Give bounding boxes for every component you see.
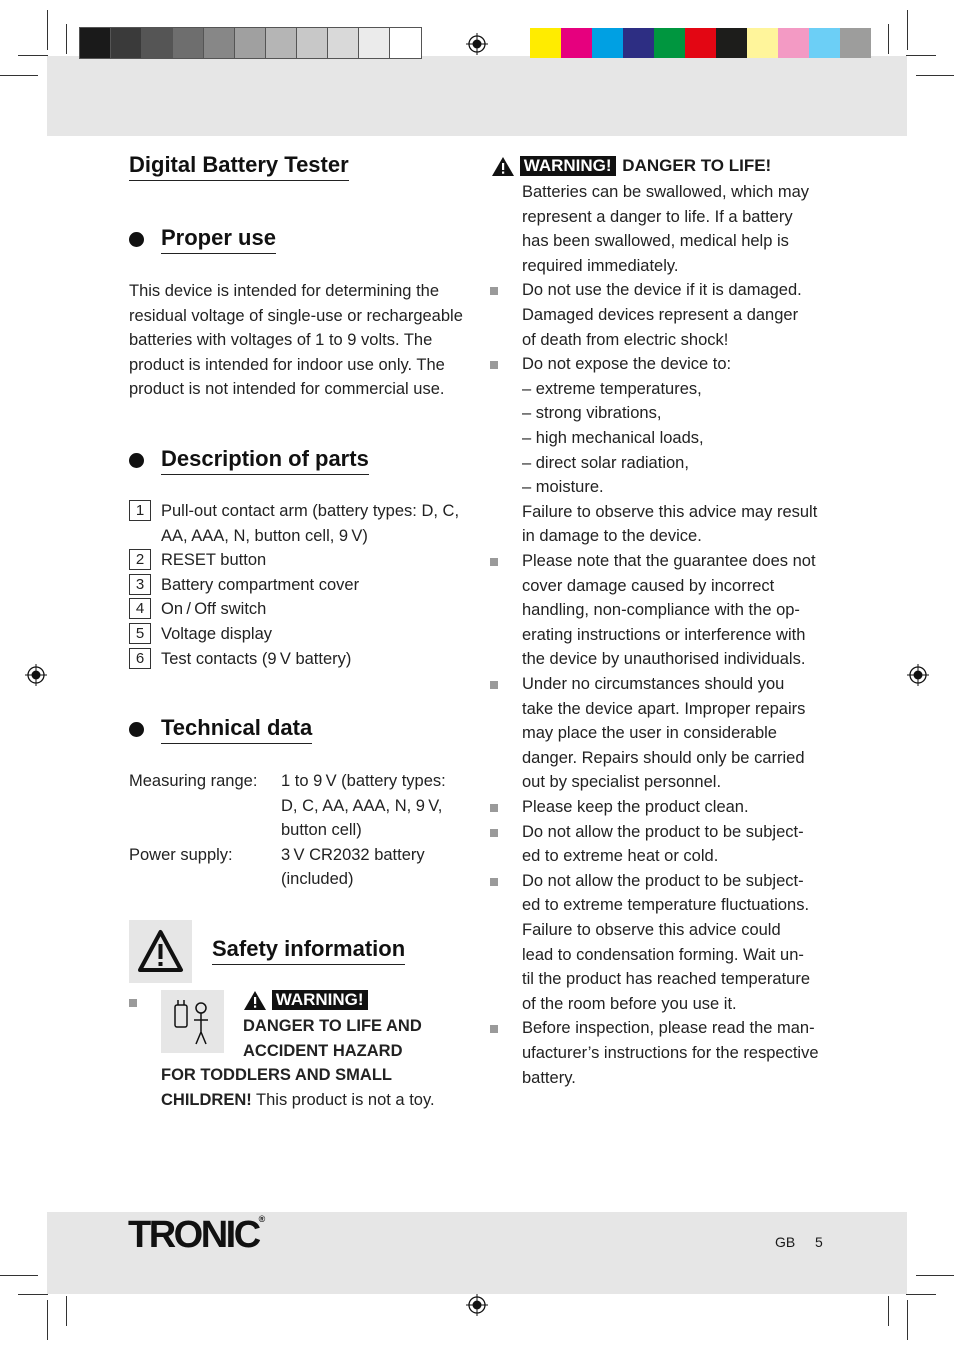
tech-heading: Technical data [161, 715, 312, 744]
bullet-text-line: til the product has reached temperature [522, 970, 811, 989]
safety-heading: Safety information [212, 936, 405, 965]
bullet-text-line: ed to extreme heat or cold. [522, 847, 719, 866]
bullet-text-line: handling, non-compliance with the op- [522, 601, 800, 620]
color-swatch [623, 28, 654, 58]
language-code: GB [775, 1234, 796, 1250]
registration-mark-icon [466, 1294, 488, 1316]
bullet-text-line: out by specialist personnel. [522, 773, 722, 792]
gray-swatch [111, 28, 142, 58]
color-swatch [778, 28, 809, 58]
danger-title [491, 156, 771, 177]
warning-triangle-icon [491, 156, 515, 177]
gray-swatch [390, 28, 421, 58]
body-text-line: product is intended for indoor use only. The [129, 355, 445, 374]
part-label: AA, AAA, N, button cell, 9 V) [161, 526, 368, 545]
body-text-line: residual voltage of single-use or rechargeable [129, 306, 463, 325]
page-number: 5 [815, 1234, 823, 1250]
bullet-text-line: may place the user in considerable [522, 724, 777, 743]
color-swatch [840, 28, 871, 58]
toddler-warning-title [243, 990, 368, 1011]
color-swatch [716, 28, 747, 58]
list-bullet-icon [490, 361, 498, 369]
bullet-text-line: Do not use the device if it is damaged. [522, 281, 802, 300]
gray-swatch [173, 28, 204, 58]
gray-swatch [328, 28, 359, 58]
warning-badge: WARNING! [272, 990, 368, 1010]
registration-mark-icon [907, 664, 929, 686]
body-text-line: batteries with voltages of 1 to 9 volts. The [129, 331, 433, 350]
bullet-text-line: Under no circumstances should you [522, 675, 785, 693]
bullet-text-line: the device by unauthorised individuals. [522, 650, 806, 669]
bullet-text-line: ed to extreme temperature fluctuations. [522, 896, 810, 915]
list-bullet-icon [129, 999, 137, 1007]
color-swatch [809, 28, 840, 58]
bullet-text-line: of the room before you use it. [522, 994, 737, 1013]
bullet-text-line: Failure to observe this advice may result [522, 502, 818, 521]
part-label: Test contacts (9 V battery) [161, 649, 352, 668]
danger-text-line: required immediately. [522, 256, 679, 275]
section-bullet-icon [129, 453, 144, 468]
toddler-children-label: CHILDREN! [161, 1090, 252, 1109]
list-bullet-icon [490, 829, 498, 837]
warning-badge: WARNING! [520, 156, 616, 176]
bullet-text-line: Before inspection, please read the man- [522, 1019, 815, 1038]
list-bullet-icon [490, 878, 498, 886]
body-text-line: product is not intended for commercial use. [129, 380, 445, 399]
gray-swatch [204, 28, 235, 58]
part-label: Battery compartment cover [161, 575, 360, 594]
child-hazard-icon [161, 990, 224, 1053]
list-bullet-icon [490, 558, 498, 566]
bullet-text-line: Please note that the guarantee does not [522, 552, 816, 570]
bullet-text-line: Damaged devices represent a danger [522, 306, 799, 324]
bullet-text-line: in damage to the device. [522, 527, 702, 546]
toddler-not-a-toy: This product is not a toy. [251, 1090, 435, 1109]
toddler-danger-line: FOR TODDLERS AND SMALL [161, 1066, 392, 1085]
toddler-danger-line: ACCIDENT HAZARD [243, 1041, 403, 1060]
header-band [47, 56, 907, 136]
proper-use-heading: Proper use [161, 225, 276, 254]
toddler-danger-line [161, 1088, 435, 1113]
part-number: 1 [129, 500, 151, 521]
toddler-danger-line: DANGER TO LIFE AND [243, 1017, 422, 1035]
bullet-text-line: – direct solar radiation, [522, 453, 689, 472]
part-label: On / Off switch [161, 600, 267, 619]
gray-swatch [235, 28, 266, 58]
page-title: Digital Battery Tester [129, 152, 349, 181]
color-swatch [592, 28, 623, 58]
registration-mark-icon [466, 33, 488, 55]
bullet-text-line: Do not expose the device to: [522, 355, 732, 374]
part-number: 5 [129, 623, 151, 644]
gray-swatch [80, 28, 111, 58]
part-label: Pull-out contact arm (battery types: D, C, [161, 502, 460, 520]
danger-text-line: Batteries can be swallowed, which may [522, 183, 810, 201]
section-bullet-icon [129, 232, 144, 247]
warning-triangle-icon [243, 990, 267, 1011]
bullet-text-line: – extreme temperatures, [522, 379, 702, 398]
safety-warning-icon [129, 920, 192, 983]
registration-mark-icon [25, 664, 47, 686]
color-swatch [530, 28, 561, 58]
bullet-text-line: – strong vibrations, [522, 404, 662, 423]
bullet-text-line: take the device apart. Improper repairs [522, 699, 806, 718]
bullet-text-line: of death from electric shock! [522, 330, 729, 349]
gray-swatch [359, 28, 390, 58]
part-number: 6 [129, 648, 151, 669]
color-swatch [685, 28, 716, 58]
part-label: RESET button [161, 551, 267, 570]
parts-heading: Description of parts [161, 446, 369, 475]
body-text-line: This device is intended for determining the [129, 282, 440, 300]
list-bullet-icon [490, 681, 498, 689]
gray-swatch [297, 28, 328, 58]
list-bullet-icon [490, 804, 498, 812]
section-bullet-icon [129, 722, 144, 737]
bullet-text-line: ufacturer’s instructions for the respective [522, 1044, 819, 1062]
bullet-text-line: Do not allow the product to be subject- [522, 822, 804, 841]
color-swatch [747, 28, 778, 58]
color-swatch [654, 28, 685, 58]
bullet-text-line: erating instructions or interference with [522, 625, 806, 644]
bullet-text-line: Do not allow the product to be subject- [522, 871, 804, 890]
bullet-text-line: – high mechanical loads, [522, 429, 704, 447]
bullet-text-line: Please keep the product clean. [522, 798, 749, 816]
color-swatch [561, 28, 592, 58]
brand-logo: TRONIC® [128, 1214, 266, 1256]
bullet-text-line: cover damage caused by incorrect [522, 576, 775, 595]
list-bullet-icon [490, 1025, 498, 1033]
danger-to-life-label: DANGER TO LIFE! [622, 156, 772, 175]
tech-value: button cell) [281, 821, 362, 840]
tech-value: (included) [281, 870, 354, 889]
part-label: Voltage display [161, 625, 272, 643]
part-number: 3 [129, 574, 151, 595]
part-number: 2 [129, 549, 151, 570]
part-number: 4 [129, 598, 151, 619]
tech-value: D, C, AA, AAA, N, 9 V, [281, 796, 443, 815]
tech-value: 1 to 9 V (battery types: [281, 772, 446, 790]
tech-value: 3 V CR2032 battery [281, 845, 425, 864]
bullet-text-line: – moisture. [522, 478, 604, 497]
bullet-text-line: danger. Repairs should only be carried [522, 748, 805, 767]
bullet-text-line: lead to condensation forming. Wait un- [522, 945, 804, 964]
danger-text-line: has been swallowed, medical help is [522, 232, 789, 251]
tech-label: Measuring range: [129, 772, 258, 790]
gray-swatch [142, 28, 173, 58]
list-bullet-icon [490, 287, 498, 295]
tech-label: Power supply: [129, 845, 233, 864]
bullet-text-line: Failure to observe this advice could [522, 921, 781, 939]
danger-text-line: represent a danger to life. If a battery [522, 207, 793, 226]
gray-swatch [266, 28, 297, 58]
bullet-text-line: battery. [522, 1068, 576, 1087]
